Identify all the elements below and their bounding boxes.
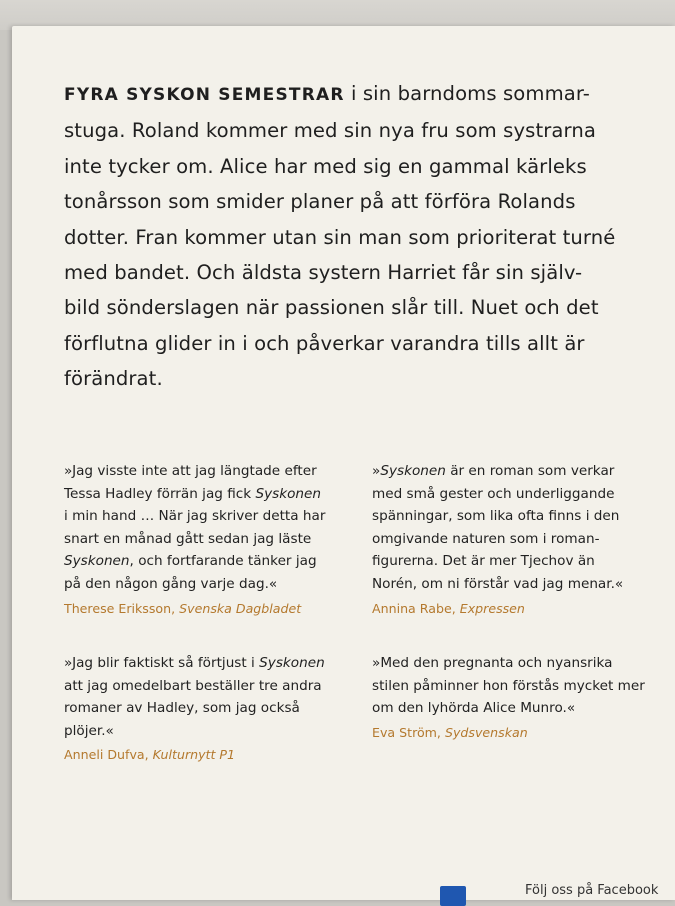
facebook-icon: [440, 886, 466, 906]
review-attribution: Anneli Dufva, Kulturnytt P1: [64, 747, 236, 763]
review-quote-expressen: »Syskonen är en roman som verkar med små gester och underliggande spänningar, som lika ofta finns i den omgivande naturen som i roman- figurerna. Det är mer Tjechov än Norén, om ni förstår vad jag menar.« Annina Rabe, Expressen: [372, 460, 672, 620]
blurb-line: förändrat.: [64, 367, 163, 391]
review-attribution: Annina Rabe, Expressen: [372, 600, 525, 616]
blurb-line: tonårsson som smider planer på att förföra Rolands: [64, 190, 576, 214]
blurb-line: stuga. Roland kommer med sin nya fru som systrarna: [64, 119, 596, 143]
review-attribution: Therese Eriksson, Svenska Dagbladet: [64, 600, 302, 616]
blurb-text: [64, 76, 634, 397]
blurb-line: bild sönderslagen när passionen slår till. Nuet och det: [64, 296, 599, 320]
review-attribution: Eva Ström, Sydsvenskan: [372, 724, 528, 740]
facebook-follow-text: Följ oss på Facebook: [525, 883, 659, 898]
review-quote-svd: »Jag visste inte att jag längtade efter Tessa Hadley förrän jag fick Syskonen i min hand … När jag skriver detta har snart en månad gått sedan jag läste Syskonen, och fortfarande tänker jag på den någon gång varje dag.« Therese Eriksson, Svenska Dagbladet: [64, 460, 364, 620]
blurb-line: förflutna glider in i och påverkar varandra tills allt är: [64, 331, 585, 355]
blurb-lead: FYRA SYSKON SEMESTRAR: [64, 85, 345, 105]
review-quote-sydsvenskan: »Med den pregnanta och nyansrika stilen påminner hon förstås mycket mer om den lyhörda Alice Munro.« Eva Ström, Sydsvenskan: [372, 652, 672, 744]
review-quote-kulturnytt: »Jag blir faktiskt så förtjust i Syskonen att jag omedelbart beställer tre andra romaner av Hadley, som jag också plöjer.« Anneli Dufva, Kulturnytt P1: [64, 652, 364, 767]
blurb-line: dotter. Fran kommer utan sin man som prioriterat turné: [64, 225, 616, 249]
blurb-line: med bandet. Och äldsta systern Harriet får sin själv-: [64, 261, 583, 285]
blurb-line: FYRA SYSKON SEMESTRAR i sin barndoms sommar-: [64, 82, 590, 105]
blurb-line: inte tycker om. Alice har med sig en gammal kärleks: [64, 154, 587, 178]
